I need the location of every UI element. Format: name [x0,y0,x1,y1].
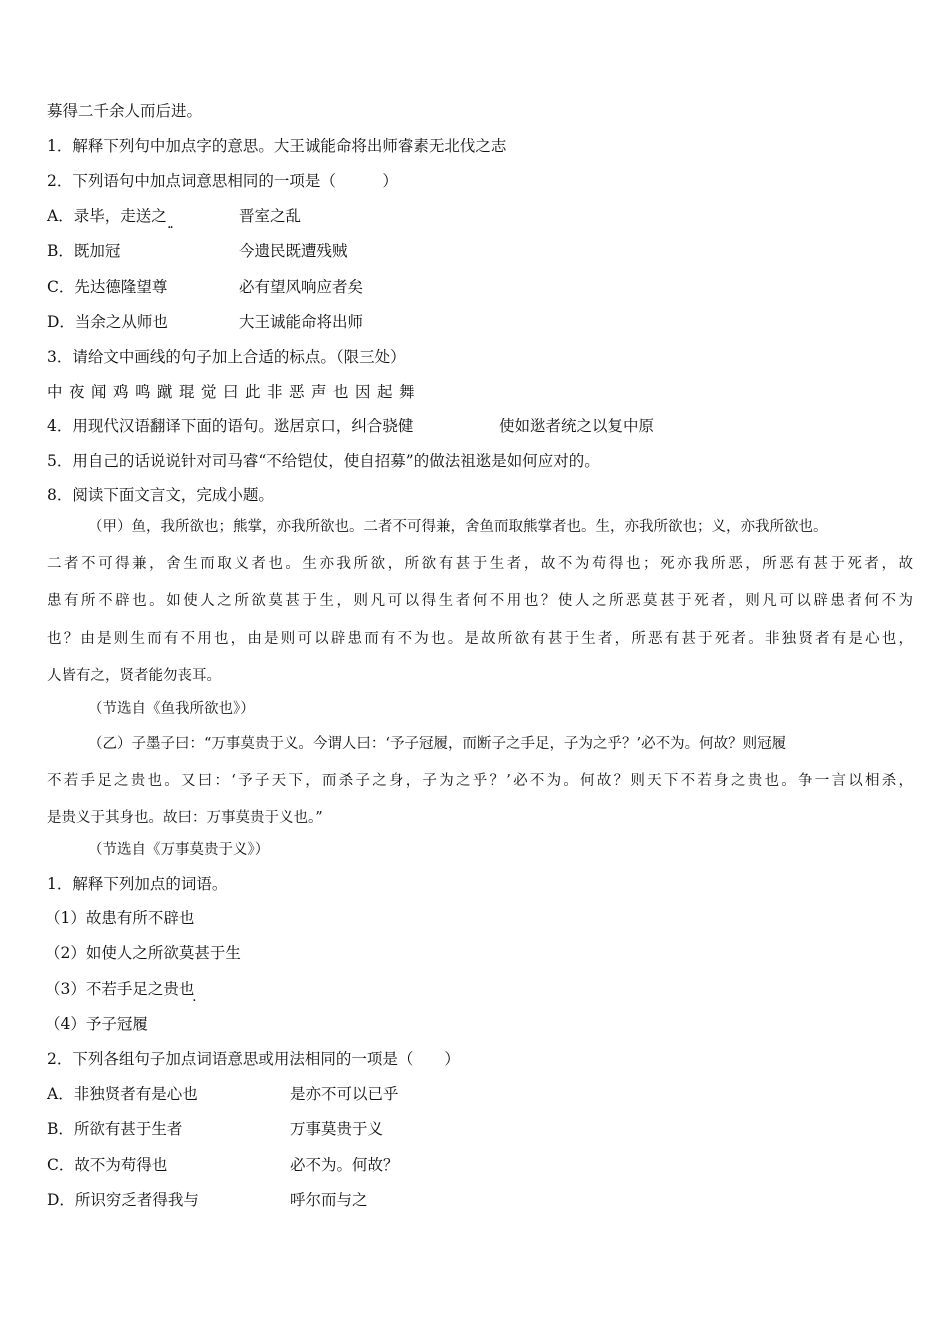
passage-jia-line: （甲）鱼，我所欲也；熊掌，亦我所欲也。二者不可得兼，舍鱼而取熊掌者也。生，亦我所欲也；义，亦我所欲也。 [88,519,828,535]
option-a: A．非独贤者有是心也 是亦不可以已乎 [47,1085,399,1103]
passage-jia-source: （节选自《鱼我所欲也》） [88,701,255,717]
option-a [47,206,302,226]
sub-question-1: 1．解释下列加点的词语。 [47,875,228,893]
passage-yi-line: 不若手足之贵也。又曰：‘予子天下，而杀子之身，子为之乎？’必不为。何故？则天下不若身之贵也。争一言以相杀， [47,773,913,789]
punctuation-sentence: 中夜闻鸡鸣蹴琨觉曰此非恶声也因起舞 [47,383,422,401]
question-3: 3．请给文中画线的句子加上合适的标点。（限三处） [47,348,406,366]
option-a-right: 晋室之乱 [239,207,302,225]
text-line: 募得二千余人而后进。 [47,102,203,120]
question-4-left: 4．用现代汉语翻译下面的语句。逖居京口，纠合骁健 [47,417,414,435]
option-d-left: D．当余之从师也 [47,313,168,331]
question-5: 5．用自己的话说说针对司马睿“不给铠仗，使自招募”的做法祖逖是如何应对的。 [47,452,600,470]
option-c [47,277,364,297]
option-d-right: 大王诚能命将出师 [239,313,364,331]
sub-question-2: 2．下列各组句子加点词语意思或用法相同的一项是（ ） [47,1050,460,1068]
passage-yi-line: （乙）子墨子曰：“万事莫贵于义。今谓人曰：‘予子冠履，而断子之手足，子为之乎？’必不为。何故？则冠履 [88,736,787,752]
question-1: 1．解释下列句中加点字的意思。大王诚能命将出师睿素无北伐之志 [47,137,507,155]
option-b: B．所欲有甚于生者 万事莫贵于义 [47,1120,384,1138]
option-b [47,241,348,261]
question-4 [47,416,655,436]
option-d: D．所识穷乏者得我与 呼尔而与之 [47,1191,368,1209]
sub-item: （1）故患有所不辟也 [45,909,195,927]
option-d [47,312,364,332]
emphasis-dot: ​ . [167,207,172,225]
sub-item: （4）予子冠履 [45,1015,148,1033]
passage-jia-line: 患有所不辟也。如使人之所欲莫甚于生，则凡可以得生者何不用也？使人之所恶莫甚于死者，则凡可以辟患者何不为 [47,593,913,609]
passage-jia-line: 也？由是则生而有不用也，由是则可以辟患而有不为也。是故所欲有甚于生者，所恶有甚于死者。非独贤者有是心也， [47,631,913,647]
passage-yi-line: 是贵义于其身也。故曰：万事莫贵于义也。” [47,810,323,826]
option-c: C．故不为苟得也 必不为。何故？ [47,1156,399,1174]
passage-yi-source: （节选自《万事莫贵于义》） [88,842,270,858]
question-2: 2．下列语句中加点词意思相同的一项是（ ） [47,172,398,190]
passage-jia-line: 二者不可得兼，舍生而取义者也。生亦我所欲，所欲有甚于生者，故不为苟得也；死亦我所恶，所恶有甚于死者，故 [47,556,913,572]
sub-item: （2）如使人之所欲莫甚于生 [45,944,241,962]
option-c-left: C．先达德隆望尊 [47,278,168,296]
passage-jia-line: 人皆有之，贤者能勿丧耳。 [47,668,221,684]
option-c-right: 必有望风响应者矣 [239,278,364,296]
section-8-heading: 8．阅读下面文言文，完成小题。 [47,486,274,504]
question-4-right: 使如逖者统之以复中原 [499,417,655,435]
option-b-right: 今遗民既遭残贼 [239,242,348,260]
option-b-left: B．既加冠 [47,242,121,260]
option-a-left: A．录毕，走送之 [47,207,167,225]
sub-item: （3）不若手足之贵也 [45,980,195,998]
